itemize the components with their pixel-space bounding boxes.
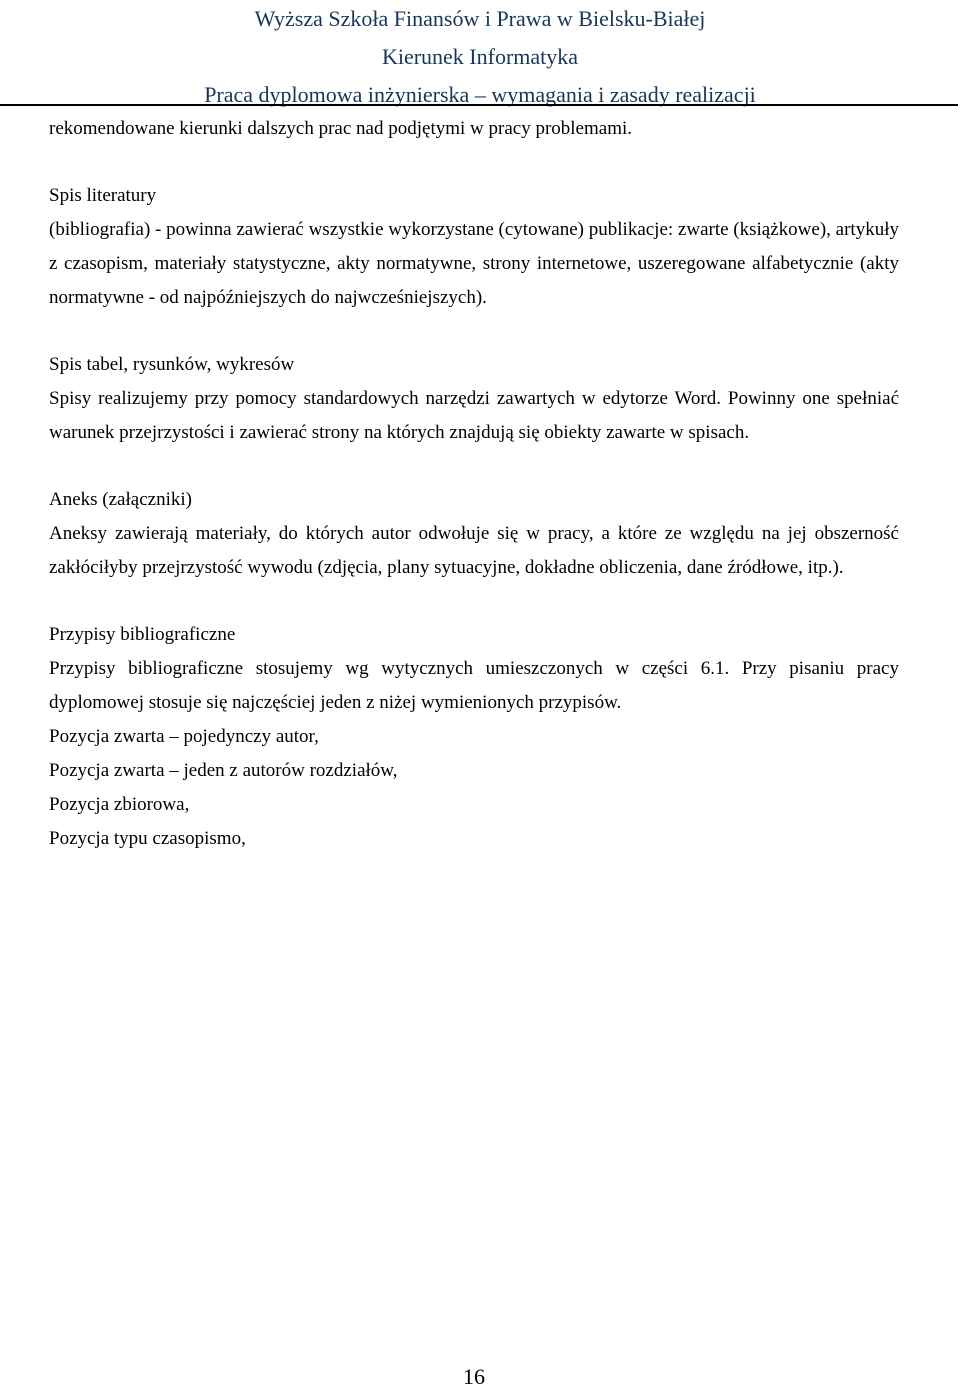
page-content [49,112,899,856]
intro-line: rekomendowane kierunki dalszych prac nad podjętymi w pracy problemami. [49,118,632,139]
page-number: 16 [463,1364,485,1389]
header-department: Kierunek Informatyka [381,44,579,69]
header-divider [0,104,958,106]
footnote-type-item: Pozycja typu czasopismo, [49,828,246,849]
annex-heading: Aneks (załączniki) [49,489,192,510]
tables-heading: Spis tabel, rysunków, wykresów [49,354,295,375]
footnote-type-item: Pozycja zwarta – pojedynczy autor, [49,726,319,747]
footnote-type-item: Pozycja zbiorowa, [49,794,190,815]
annex-text: Aneksy zawierają materiały, do których autor odwołuje się w pracy, a które ze względu na jej obszerność zakłóciłyby przejrzystość wywodu (zdjęcia, plany sytuacyjne, dokładne obliczenia, dane źródłowe, itp.). [49,523,899,578]
literature-heading: Spis literatury [49,185,157,206]
tables-text: Spisy realizujemy przy pomocy standardowych narzędzi zawartych w edytorze Word. Powinny one spełniać warunek przejrzystości i zawierać strony na których znajdują się obiekty zawarte w spisach. [49,388,899,443]
literature-text: (bibliografia) - powinna zawierać wszystkie wykorzystane (cytowane) publikacje: zwarte (książkowe), artykuły z czasopism, materiały statystyczne, akty normatywne, strony internetowe, uszeregowane alfabetycznie (akty normatywne - od najpóźniejszych do najwcześniejszych). [49,219,899,308]
header-document-title: Praca dyplomowa inżynierska – wymagania i zasady realizacji [204,82,756,107]
footnote-type-item: Pozycja zwarta – jeden z autorów rozdziałów, [49,760,398,781]
footnotes-heading: Przypisy bibliograficzne [49,624,236,645]
page-footer [0,1362,948,1392]
page-header [0,0,960,114]
footnotes-text: Przypisy bibliograficzne stosujemy wg wytycznych umieszczonych w części 6.1. Przy pisaniu pracy dyplomowej stosuje się najczęściej jeden z niżej wymienionych przypisów. [49,658,899,713]
header-university: Wyższa Szkoła Finansów i Prawa w Bielsku-Białej [254,6,706,31]
